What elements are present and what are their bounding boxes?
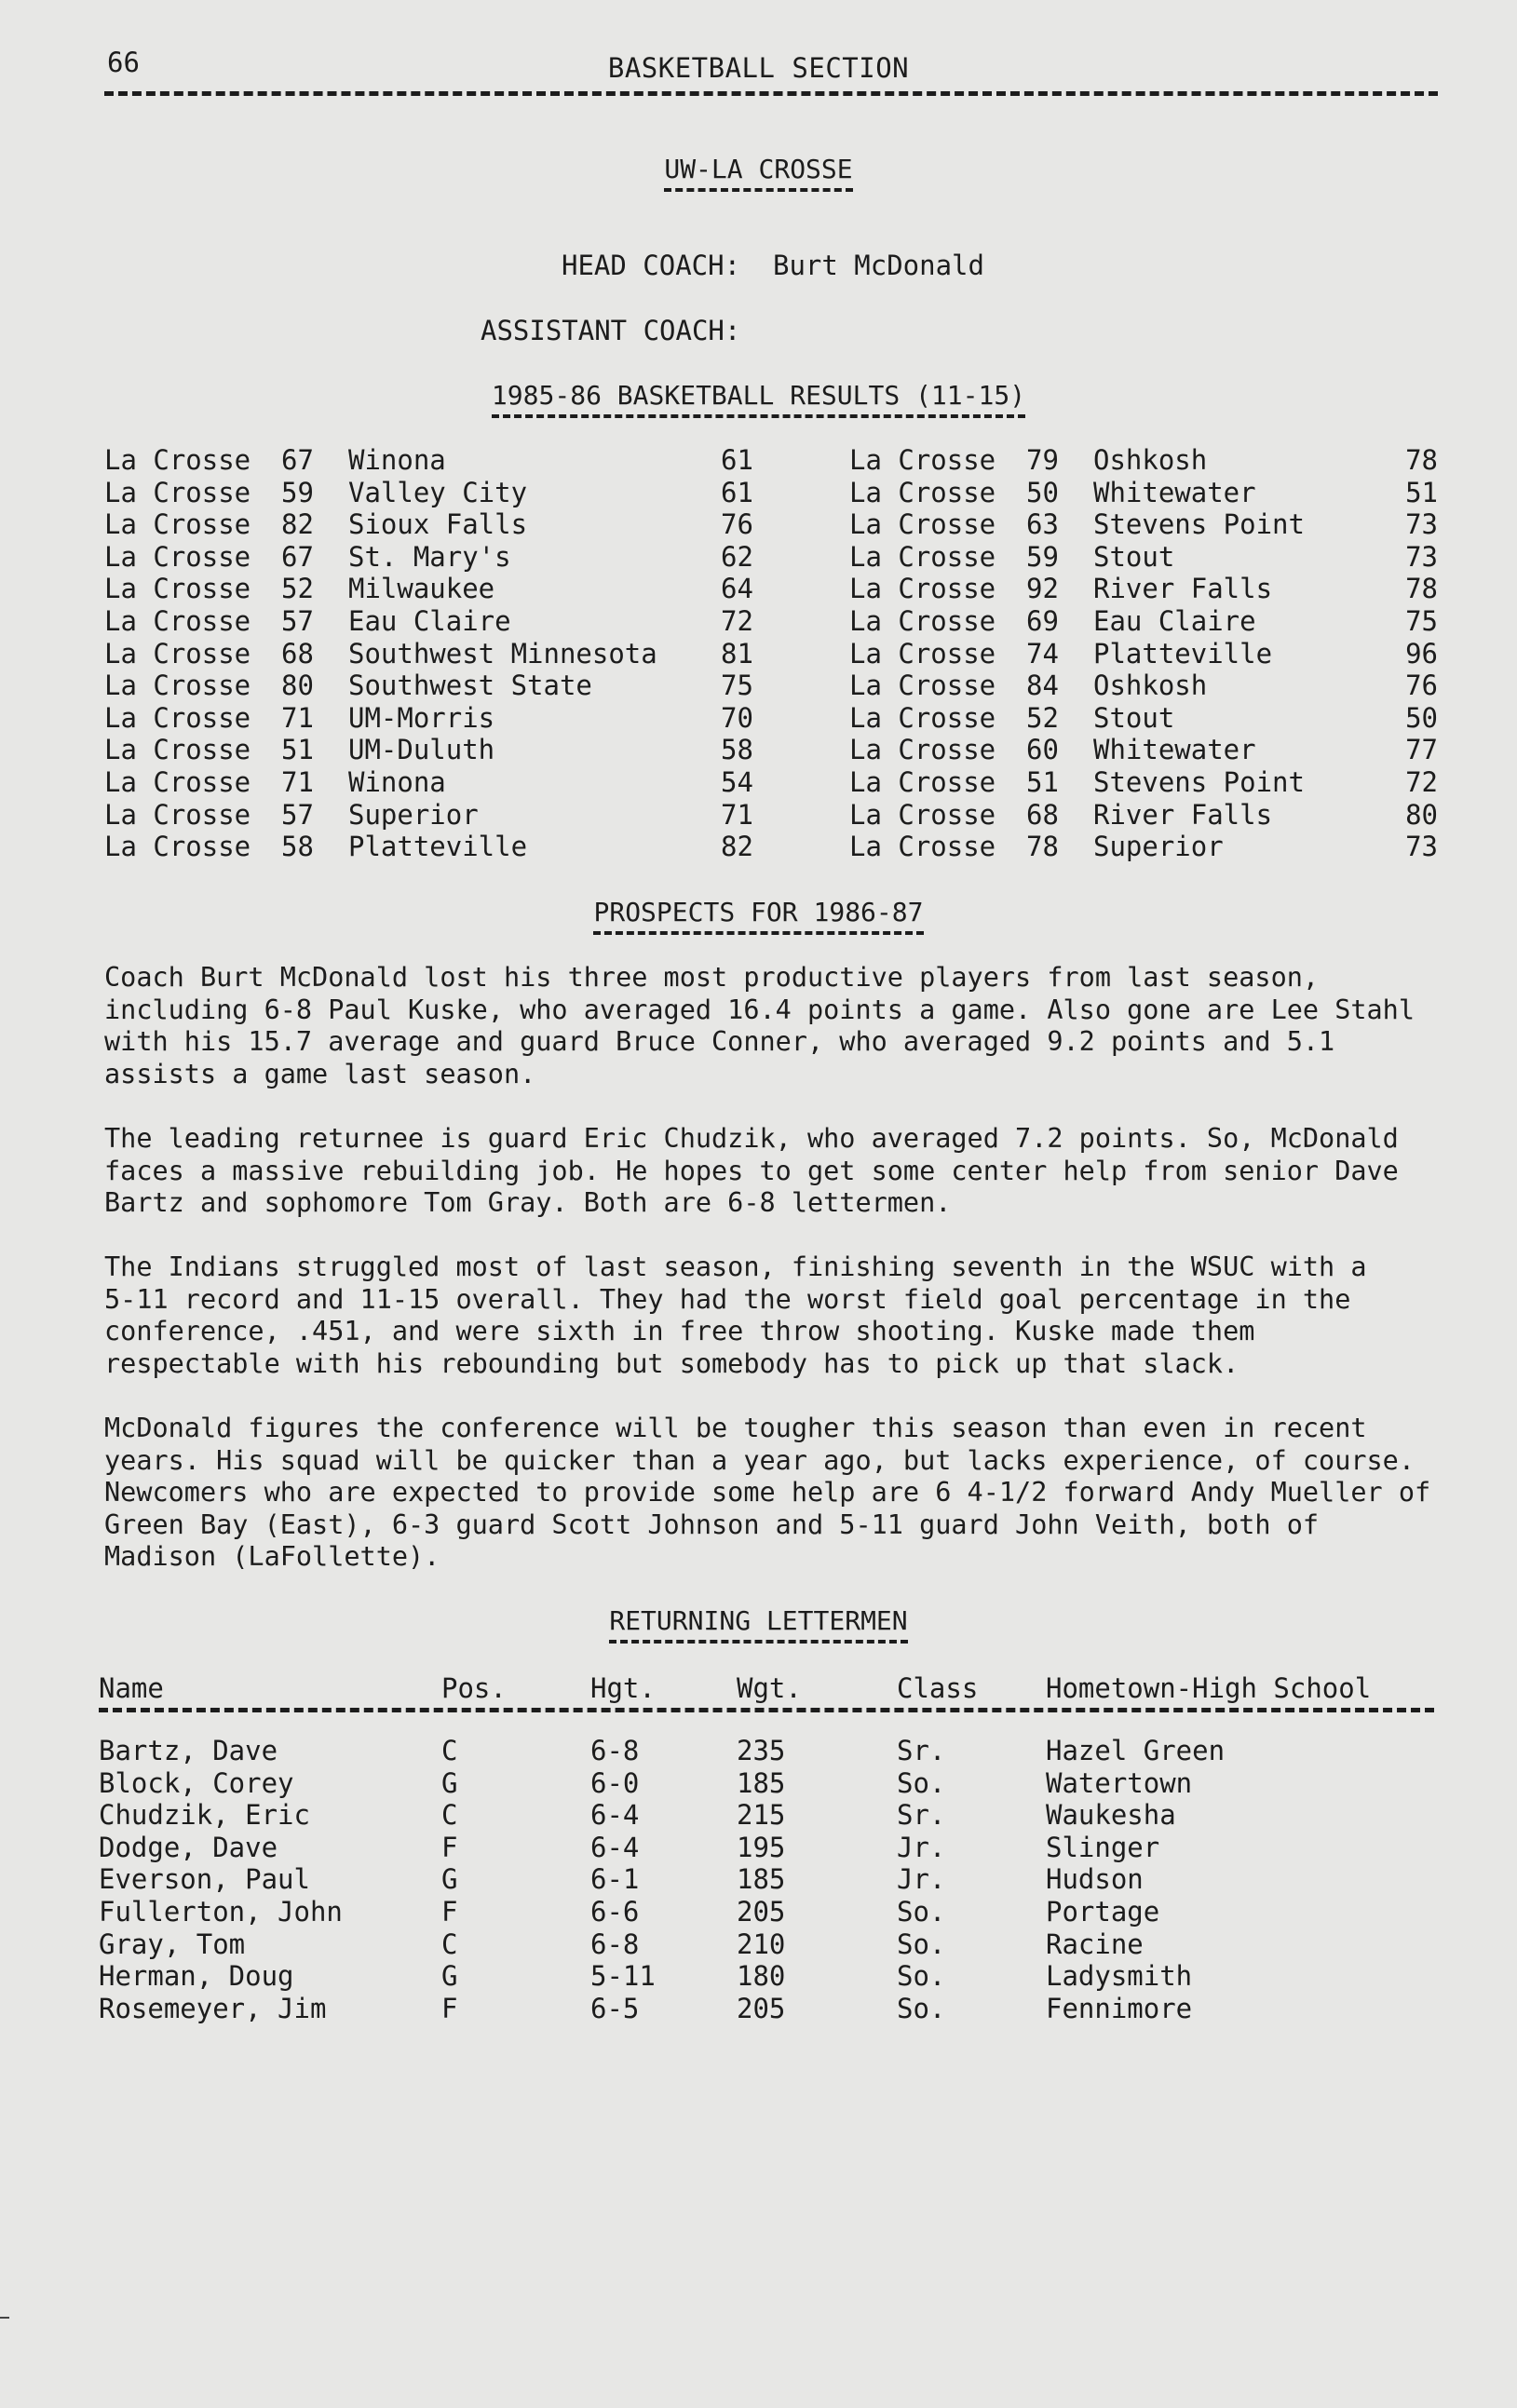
game-row (104, 831, 1438, 863)
game-team: La Crosse (104, 540, 251, 573)
letterman-weight: 195 (737, 1831, 786, 1863)
game-opponent: Valley City (348, 476, 528, 508)
assistant-coach-line (481, 315, 740, 346)
game-opponent-score: 80 (1405, 798, 1438, 831)
letterman-name: Fullerton, John (99, 1895, 343, 1928)
assistant-coach-label: ASSISTANT COACH: (481, 315, 741, 346)
game-opponent: Superior (348, 798, 479, 831)
game-row (104, 444, 1438, 477)
letterman-class: So. (897, 1766, 946, 1799)
letterman-pos: C (441, 1735, 458, 1766)
game-opponent-score: 64 (721, 573, 753, 605)
letterman-class: Sr. (897, 1735, 946, 1766)
game-opponent-score: 82 (721, 831, 753, 863)
game-opponent: Winona (348, 444, 446, 476)
game-row (104, 702, 1438, 735)
game-opponent-score: 72 (721, 604, 753, 637)
game-score: 80 (281, 670, 314, 702)
letterman-name: Chudzik, Eric (99, 1799, 310, 1832)
game-opponent-score: 78 (1405, 573, 1438, 605)
letterman-name: Herman, Doug (99, 1960, 294, 1993)
letterman-row (99, 1832, 1440, 1864)
game-opponent: Southwest State (348, 670, 592, 702)
edge-mark (0, 2317, 9, 2319)
game-team: La Crosse (104, 637, 251, 670)
letterman-name: Block, Corey (99, 1766, 294, 1799)
game-team: La Crosse (104, 476, 251, 508)
game-team: La Crosse (104, 798, 251, 831)
game-row (104, 766, 1438, 799)
letterman-pos: G (441, 1960, 458, 1993)
game-opponent: Superior (1093, 831, 1224, 863)
game-opponent-score: 70 (721, 701, 753, 734)
lettermen-header-row (99, 1672, 1440, 1706)
game-opponent: Oshkosh (1093, 670, 1208, 702)
letterman-class: Jr. (897, 1863, 946, 1896)
game-opponent-score: 62 (721, 540, 753, 573)
game-opponent-score: 75 (1405, 604, 1438, 637)
results-heading (0, 380, 1517, 418)
game-team: La Crosse (849, 701, 996, 734)
prospects-heading (0, 897, 1517, 935)
letterman-pos: C (441, 1928, 458, 1960)
letterman-hometown: Portage (1046, 1895, 1160, 1928)
letterman-weight: 235 (737, 1735, 786, 1766)
col-wgt: Wgt. (737, 1672, 802, 1704)
letterman-row (99, 1896, 1440, 1928)
lettermen-header-rule (99, 1708, 1434, 1712)
game-score: 58 (281, 831, 314, 863)
letterman-class: So. (897, 1960, 946, 1993)
letterman-name: Everson, Paul (99, 1863, 310, 1896)
game-opponent-score: 73 (1405, 540, 1438, 573)
letterman-hometown: Hudson (1046, 1863, 1144, 1896)
game-team: La Crosse (104, 765, 251, 798)
game-opponent: UM-Duluth (348, 734, 495, 766)
game-team: La Crosse (104, 573, 251, 605)
letterman-row (99, 1863, 1440, 1896)
game-team: La Crosse (849, 604, 996, 637)
lettermen-heading (0, 1605, 1517, 1644)
game-opponent-score: 76 (721, 508, 753, 541)
letterman-height: 6-6 (590, 1895, 640, 1928)
letterman-hometown: Hazel Green (1046, 1735, 1226, 1766)
letterman-hometown: Ladysmith (1046, 1960, 1193, 1993)
lettermen-table (99, 1672, 1440, 2024)
game-opponent-score: 78 (1405, 444, 1438, 476)
game-row (104, 638, 1438, 670)
game-score: 50 (1026, 476, 1059, 508)
game-score: 51 (281, 734, 314, 766)
game-row (104, 573, 1438, 605)
letterman-name: Gray, Tom (99, 1928, 246, 1960)
prospects-paragraph-1: Coach Burt McDonald lost his three most productive players from last season, including 6-8 Paul Kuske, who averaged 16.4 points a game. Also gone are Lee Stahl with his 15.7 average and guard Bruce Conner, who averaged 9.2 points and 5.1 assists a game last season. (104, 962, 1415, 1089)
game-row (104, 477, 1438, 509)
letterman-height: 6-5 (590, 1992, 640, 2024)
game-opponent: Platteville (1093, 637, 1273, 670)
game-row (104, 605, 1438, 638)
game-row (104, 799, 1438, 832)
school-name: UW-LA CROSSE (664, 154, 852, 192)
game-score: 52 (281, 573, 314, 605)
game-score: 69 (1026, 604, 1059, 637)
game-opponent: River Falls (1093, 573, 1273, 605)
letterman-pos: F (441, 1992, 458, 2024)
game-team: La Crosse (104, 444, 251, 476)
header-rule (104, 91, 1438, 96)
letterman-weight: 180 (737, 1960, 786, 1993)
section-title: BASKETBALL SECTION (607, 52, 910, 84)
letterman-pos: F (441, 1831, 458, 1863)
letterman-height: 6-8 (590, 1928, 640, 1960)
game-score: 67 (281, 444, 314, 476)
game-opponent-score: 58 (721, 734, 753, 766)
results-title: 1985-86 BASKETBALL RESULTS (11-15) (492, 380, 1025, 418)
letterman-pos: G (441, 1863, 458, 1896)
head-coach-line (562, 250, 984, 281)
letterman-hometown: Racine (1046, 1928, 1144, 1960)
game-opponent-score: 61 (721, 476, 753, 508)
game-score: 59 (281, 476, 314, 508)
game-score: 52 (1026, 701, 1059, 734)
letterman-name: Bartz, Dave (99, 1735, 278, 1766)
game-score: 57 (281, 798, 314, 831)
game-opponent: Stevens Point (1093, 508, 1305, 541)
letterman-row (99, 1799, 1440, 1832)
game-team: La Crosse (849, 670, 996, 702)
game-opponent-score: 54 (721, 765, 753, 798)
letterman-weight: 215 (737, 1799, 786, 1832)
game-opponent-score: 81 (721, 637, 753, 670)
letterman-height: 6-4 (590, 1799, 640, 1832)
head-coach-label: HEAD COACH: (562, 250, 741, 281)
letterman-row (99, 1767, 1440, 1800)
head-coach-name: Burt McDonald (772, 250, 984, 281)
game-row (104, 541, 1438, 574)
game-opponent: Eau Claire (348, 604, 511, 637)
letterman-class: So. (897, 1928, 946, 1960)
game-score: 68 (281, 637, 314, 670)
school-heading (0, 154, 1517, 192)
prospects-title: PROSPECTS FOR 1986-87 (593, 897, 923, 935)
game-opponent-score: 96 (1405, 637, 1438, 670)
letterman-height: 6-8 (590, 1735, 640, 1766)
game-team: La Crosse (849, 734, 996, 766)
letterman-row (99, 1735, 1440, 1767)
game-opponent: Whitewater (1093, 476, 1256, 508)
game-team: La Crosse (104, 701, 251, 734)
prospects-paragraph-3: The Indians struggled most of last season, finishing seventh in the WSUC with a 5-11 record and 11-15 overall. They had the worst field goal percentage in the conference, .451, and were sixth in free throw shooting. Kuske made them respectable with his rebounding but somebody has to pick up that slack. (104, 1251, 1367, 1379)
game-score: 51 (1026, 765, 1059, 798)
game-team: La Crosse (849, 765, 996, 798)
col-pos: Pos. (441, 1672, 507, 1704)
game-score: 71 (281, 765, 314, 798)
game-opponent: UM-Morris (348, 701, 495, 734)
game-score: 79 (1026, 444, 1059, 476)
letterman-weight: 185 (737, 1863, 786, 1896)
letterman-weight: 205 (737, 1992, 786, 2024)
letterman-class: So. (897, 1992, 946, 2024)
game-opponent: Stout (1093, 701, 1175, 734)
letterman-height: 6-0 (590, 1766, 640, 1799)
game-score: 78 (1026, 831, 1059, 863)
game-score: 57 (281, 604, 314, 637)
game-team: La Crosse (849, 476, 996, 508)
prospects-paragraph-2: The leading returnee is guard Eric Chudzik, who averaged 7.2 points. So, McDonald faces a massive rebuilding job. He hopes to get some center help from senior Dave Bartz and sophomore Tom Gray. Both are 6-8 lettermen. (104, 1123, 1399, 1219)
game-opponent: Whitewater (1093, 734, 1256, 766)
game-opponent-score: 76 (1405, 670, 1438, 702)
letterman-height: 5-11 (590, 1960, 656, 1993)
game-opponent: Milwaukee (348, 573, 495, 605)
game-score: 74 (1026, 637, 1059, 670)
game-opponent-score: 73 (1405, 508, 1438, 541)
game-score: 84 (1026, 670, 1059, 702)
letterman-name: Dodge, Dave (99, 1831, 278, 1863)
letterman-hometown: Waukesha (1046, 1799, 1176, 1832)
letterman-weight: 185 (737, 1766, 786, 1799)
letterman-name: Rosemeyer, Jim (99, 1992, 327, 2024)
prospects-paragraph-4: McDonald figures the conference will be tougher this season than even in recent years. His squad will be quicker than a year ago, but lacks experience, of course. Newcomers who are expected to provide some help are 6 4-1/2 forward Andy Mueller of Green Bay (East), 6-3 guard Scott Johnson and 5-11 guard John Veith, both of Madison (LaFollette). (104, 1413, 1431, 1573)
game-opponent: Winona (348, 765, 446, 798)
col-name: Name (99, 1672, 164, 1704)
letterman-pos: F (441, 1895, 458, 1928)
game-opponent-score: 72 (1405, 765, 1438, 798)
game-opponent: River Falls (1093, 798, 1273, 831)
game-team: La Crosse (849, 573, 996, 605)
letterman-row (99, 1928, 1440, 1961)
game-score: 60 (1026, 734, 1059, 766)
game-opponent: St. Mary's (348, 540, 511, 573)
letterman-weight: 210 (737, 1928, 786, 1960)
letterman-weight: 205 (737, 1895, 786, 1928)
game-row (104, 670, 1438, 702)
game-opponent-score: 61 (721, 444, 753, 476)
letterman-hometown: Slinger (1046, 1831, 1160, 1863)
game-opponent-score: 73 (1405, 831, 1438, 863)
game-team: La Crosse (104, 604, 251, 637)
game-opponent: Sioux Falls (348, 508, 528, 541)
letterman-class: Jr. (897, 1831, 946, 1863)
letterman-class: Sr. (897, 1799, 946, 1832)
letterman-pos: G (441, 1766, 458, 1799)
game-score: 82 (281, 508, 314, 541)
results-table (104, 444, 1438, 863)
lettermen-rows (99, 1735, 1440, 2024)
game-team: La Crosse (849, 444, 996, 476)
game-opponent-score: 50 (1405, 701, 1438, 734)
game-score: 67 (281, 540, 314, 573)
game-team: La Crosse (849, 540, 996, 573)
game-row (104, 734, 1438, 766)
game-team: La Crosse (104, 508, 251, 541)
letterman-hometown: Fennimore (1046, 1992, 1193, 2024)
game-opponent: Oshkosh (1093, 444, 1208, 476)
game-opponent-score: 51 (1405, 476, 1438, 508)
game-team: La Crosse (849, 798, 996, 831)
letterman-height: 6-1 (590, 1863, 640, 1896)
game-team: La Crosse (849, 508, 996, 541)
lettermen-title: RETURNING LETTERMEN (609, 1605, 907, 1644)
letterman-hometown: Watertown (1046, 1766, 1193, 1799)
col-class: Class (897, 1672, 979, 1704)
col-hgt: Hgt. (590, 1672, 656, 1704)
game-opponent: Stevens Point (1093, 765, 1305, 798)
game-opponent: Platteville (348, 831, 528, 863)
game-team: La Crosse (849, 637, 996, 670)
letterman-class: So. (897, 1895, 946, 1928)
letterman-pos: C (441, 1799, 458, 1832)
game-score: 63 (1026, 508, 1059, 541)
letterman-height: 6-4 (590, 1831, 640, 1863)
game-opponent: Southwest Minnesota (348, 637, 657, 670)
game-score: 92 (1026, 573, 1059, 605)
game-opponent-score: 71 (721, 798, 753, 831)
game-opponent-score: 75 (721, 670, 753, 702)
game-team: La Crosse (104, 670, 251, 702)
game-opponent: Stout (1093, 540, 1175, 573)
letterman-row (99, 1993, 1440, 2025)
game-score: 68 (1026, 798, 1059, 831)
game-team: La Crosse (104, 831, 251, 863)
game-team: La Crosse (849, 831, 996, 863)
game-team: La Crosse (104, 734, 251, 766)
game-score: 59 (1026, 540, 1059, 573)
game-opponent-score: 77 (1405, 734, 1438, 766)
col-hometown: Hometown-High School (1046, 1672, 1372, 1704)
game-opponent: Eau Claire (1093, 604, 1256, 637)
game-score: 71 (281, 701, 314, 734)
game-row (104, 508, 1438, 541)
page-number: 66 (107, 47, 140, 78)
letterman-row (99, 1960, 1440, 1993)
